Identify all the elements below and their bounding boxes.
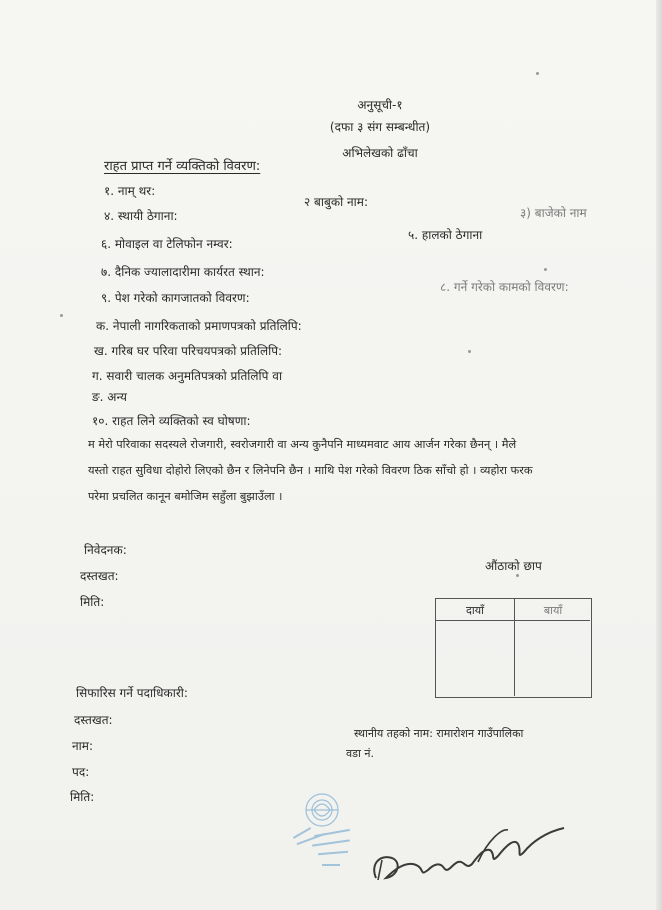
field-grandfather-name-label: ३) बाजेको नाम (520, 206, 587, 220)
declaration-line-2: यस्तो राहत सुविधा दोहोरो लिएको छैन र लिनेपनि छैन । माथि पेश गरेको विवरण ठिक साँचो हो । व्यहोरा फरक (88, 464, 533, 477)
thumb-left-label: बायाँ (543, 604, 563, 617)
ward-number-label: वडा नं. (346, 747, 374, 760)
office-stamp (262, 788, 372, 882)
scan-speck (468, 350, 471, 353)
field-documents-label: ९. पेश गरेको कागजातको विवरण: (101, 291, 250, 305)
thumbprint-label: औंठाको छाप (485, 559, 542, 573)
field-father-name-label: २ बाबुको नाम: (304, 195, 368, 209)
thumbprint-box-divider-vertical (514, 598, 515, 696)
thumbprint-box-divider-horizontal (435, 620, 590, 621)
scan-speck (516, 574, 519, 577)
recommender-post-label: पद: (72, 765, 90, 779)
scan-speck (544, 268, 547, 271)
field-mobile-label: ६. मोवाइल वा टेलिफोन नम्वर: (101, 237, 233, 251)
declaration-heading: १०. राहत लिने व्यक्तिको स्व घोषणा: (92, 414, 251, 428)
page-edge-shadow (656, 0, 662, 910)
recommender-heading: सिफारिस गर्ने पदाधिकारी: (76, 686, 188, 700)
handwritten-signature (368, 820, 568, 889)
document-driving-license: ग. सवारी चालक अनुमतिपत्रको प्रतिलिपि वा (92, 369, 283, 383)
field-current-address-label: ५. हालको ठेगाना (408, 228, 483, 242)
scan-speck (536, 72, 539, 75)
declaration-line-1: म मेरो परिवाका सदस्यले रोजगारी, स्वरोजगारी वा अन्य कुनैपनि माध्यमवाट आय आर्जन गरेका छैनन् । मैले (88, 438, 517, 451)
applicant-date-label: मिति: (80, 595, 105, 609)
field-name-label: १. नाम् थर: (104, 184, 156, 198)
recommender-date-label: मिति: (70, 790, 95, 804)
section-reference: (दफा ३ संग सम्बन्धीत) (329, 120, 431, 134)
section-heading: राहत प्राप्त गर्ने व्यक्तिको विवरण: (104, 159, 261, 174)
applicant-signature-label: दस्तखत: (80, 569, 119, 583)
field-workplace-label: ७. दैनिक ज्यालादारीमा कार्यरत स्थान: (101, 265, 265, 279)
document-poverty-card: ख. गरिब घर परिवा परिचयपत्रको प्रतिलिपि: (94, 344, 283, 358)
applicant-label: निवेदनक: (84, 543, 127, 557)
declaration-text (88, 432, 640, 510)
field-permanent-address-label: ४. स्थायी ठेगाना: (104, 209, 178, 223)
document-citizenship: क. नेपाली नागरिकताको प्रमाणपत्रको प्रतिलिपि: (96, 319, 302, 333)
form-title: अभिलेखको ढाँचा (342, 146, 418, 160)
scan-speck (60, 314, 63, 317)
local-level-name: स्थानीय तहको नाम: रामारोशन गाउँपालिका (354, 727, 524, 740)
document-other: ङ. अन्य (92, 390, 127, 404)
thumb-right-label: दायाँ (466, 604, 484, 617)
field-work-details-label: ८. गर्ने गरेको कामको विवरण: (440, 280, 569, 294)
declaration-line-3: परेमा प्रचलित कानून बमोजिम सहुँला बुझाउँला । (88, 490, 283, 503)
recommender-name-label: नाम: (72, 739, 93, 753)
schedule-number: अनुसूची-१ (357, 98, 403, 112)
recommender-signature-label: दस्तखत: (74, 713, 113, 727)
